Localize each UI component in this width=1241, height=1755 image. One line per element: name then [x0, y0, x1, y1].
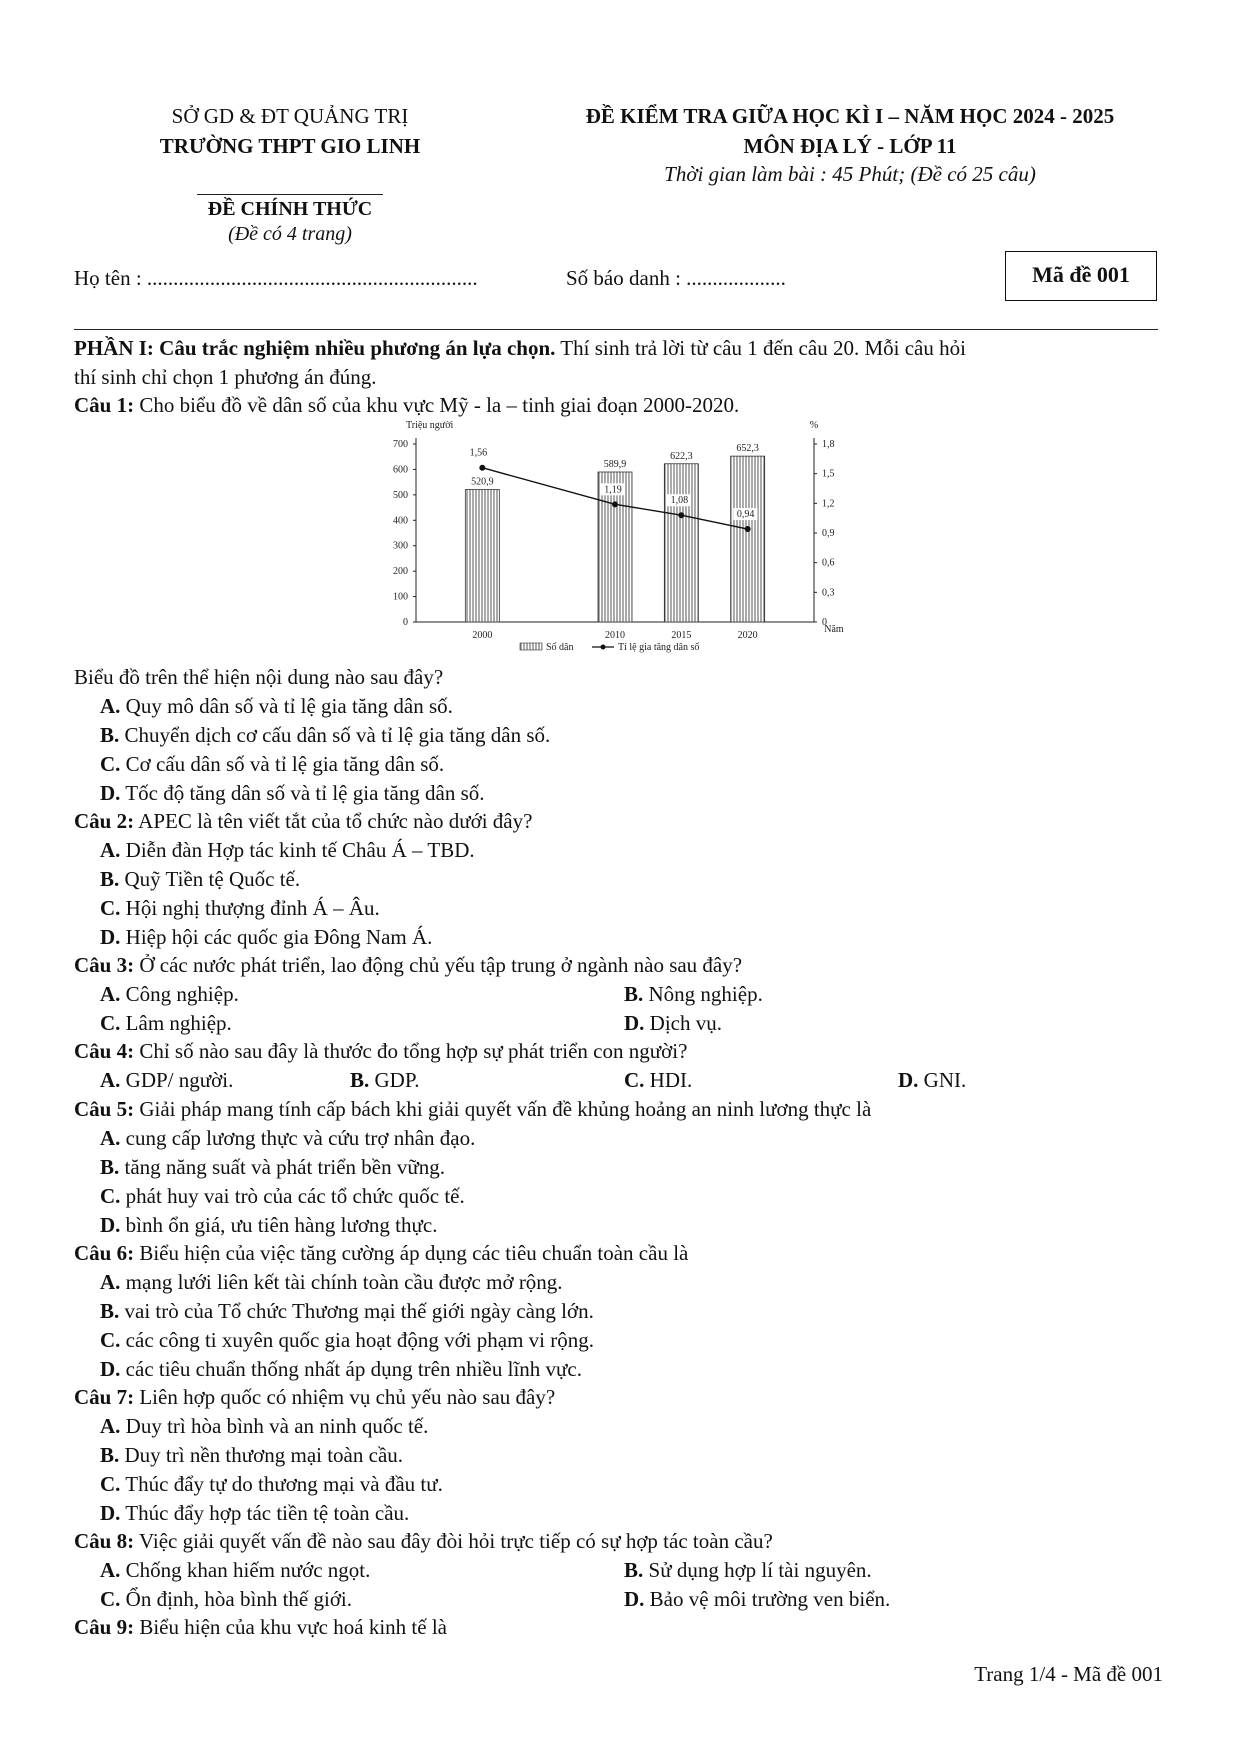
option-text: HDI.	[644, 1068, 693, 1092]
q3-option-c[interactable]	[100, 1009, 232, 1037]
option-text: Nông nghiệp.	[643, 982, 763, 1006]
option-text: mạng lưới liên kết tài chính toàn cầu được mở rộng.	[120, 1270, 563, 1294]
option-text: vai trò của Tổ chức Thương mại thế giới ngày càng lớn.	[119, 1299, 594, 1323]
option-text: Thúc đẩy tự do thương mại và đầu tư.	[120, 1472, 443, 1496]
q5-option-a[interactable]	[100, 1124, 475, 1152]
option-text: GDP.	[369, 1068, 420, 1092]
option-text: Diễn đàn Hợp tác kinh tế Châu Á – TBD.	[120, 838, 475, 862]
legend-swatch-point	[601, 645, 606, 650]
option-text: các tiêu chuẩn thống nhất áp dụng trên nhiều lĩnh vực.	[120, 1357, 583, 1381]
q8-option-a[interactable]	[100, 1556, 370, 1584]
option-letter: A.	[100, 1270, 121, 1294]
option-letter: B.	[624, 1558, 644, 1582]
question-9	[74, 1613, 447, 1641]
q8-option-d[interactable]	[624, 1585, 890, 1613]
option-text: cung cấp lương thực và cứu trợ nhân đạo.	[120, 1126, 476, 1150]
student-id-field: Số báo danh : ...................	[566, 266, 786, 290]
option-letter: C.	[100, 1472, 121, 1496]
option-letter: C.	[100, 896, 121, 920]
option-text: Bảo vệ môi trường ven biển.	[644, 1587, 891, 1611]
q4-option-c[interactable]	[624, 1066, 692, 1094]
question-text: Chỉ số nào sau đây là thước đo tổng hợp sự phát triển con người?	[134, 1039, 688, 1063]
option-letter: B.	[100, 1155, 120, 1179]
question-text: Việc giải quyết vấn đề nào sau đây đòi hỏi trực tiếp có sự hợp tác toàn cầu?	[134, 1529, 773, 1553]
question-8	[74, 1527, 773, 1555]
option-letter: A.	[100, 982, 121, 1006]
q3-option-a[interactable]	[100, 980, 239, 1008]
x-tick-label: 2010	[605, 630, 625, 641]
y-tick-label: 400	[393, 515, 408, 527]
exam-title: ĐỀ KIỂM TRA GIỮA HỌC KÌ I – NĂM HỌC 2024 - 2025	[585, 104, 1115, 128]
option-text: Duy trì nền thương mại toàn cầu.	[119, 1443, 404, 1467]
question-text: Liên hợp quốc có nhiệm vụ chủ yếu nào sau đây?	[134, 1385, 556, 1409]
growth-rate-point	[745, 526, 751, 532]
option-letter: C.	[100, 752, 121, 776]
y-right-axis-title: %	[809, 420, 819, 431]
option-letter: A.	[100, 838, 121, 862]
question-label: Câu 9:	[74, 1615, 135, 1639]
q7-option-b[interactable]	[100, 1441, 403, 1469]
y-right-tick-label: 1,5	[822, 468, 835, 480]
student-name-field: Họ tên : ...............................................................	[74, 266, 478, 290]
option-letter: B.	[100, 1443, 120, 1467]
q8-option-b[interactable]	[624, 1556, 872, 1584]
x-tick-label: 2020	[737, 630, 758, 641]
question-text: APEC là tên viết tắt của tổ chức nào dưới đây?	[134, 809, 533, 833]
y-tick-label: 300	[393, 540, 408, 552]
q2-option-b[interactable]	[100, 865, 300, 893]
question-label: Câu 4:	[74, 1039, 135, 1063]
y-tick-label: 500	[393, 489, 408, 501]
question-label: Câu 6:	[74, 1241, 135, 1265]
option-letter: B.	[100, 723, 120, 747]
question-3	[74, 951, 742, 979]
option-letter: A.	[100, 1126, 121, 1150]
legend-swatch-bar	[520, 643, 542, 650]
q3-option-b[interactable]	[624, 980, 763, 1008]
section-title: PHẦN I: Câu trắc nghiệm nhiều phương án lựa chọn.	[74, 336, 556, 360]
option-text: Chuyển dịch cơ cấu dân số và tỉ lệ gia tăng dân số.	[119, 723, 551, 747]
option-letter: B.	[100, 1299, 120, 1323]
q8-option-c[interactable]	[100, 1585, 352, 1613]
bar	[465, 490, 499, 622]
q2-option-c[interactable]	[100, 894, 380, 922]
header-divider-long	[74, 329, 1158, 330]
option-text: GDP/ người.	[120, 1068, 234, 1092]
bar	[664, 464, 698, 622]
section-instruction-1: Thí sinh trả lời từ câu 1 đến câu 20. Mỗi câu hỏi	[555, 336, 966, 360]
option-letter: B.	[624, 982, 644, 1006]
line-value-label: 1,19	[604, 484, 622, 496]
y-right-tick-label: 1,8	[822, 439, 835, 450]
option-text: Quỹ Tiền tệ Quốc tế.	[119, 867, 301, 891]
option-text: phát huy vai trò của các tổ chức quốc tế.	[120, 1184, 465, 1208]
y-tick-label: 200	[393, 566, 408, 578]
population-chart	[370, 418, 870, 662]
option-letter: C.	[100, 1328, 121, 1352]
y-tick-label: 600	[393, 464, 408, 476]
option-text: các công ti xuyên quốc gia hoạt động với phạm vi rộng.	[120, 1328, 594, 1352]
q4-option-d[interactable]	[898, 1066, 966, 1094]
question-text: Giải pháp mang tính cấp bách khi giải quyết vấn đề khủng hoảng an ninh lương thực là	[134, 1097, 872, 1121]
option-text: Dịch vụ.	[644, 1011, 722, 1035]
option-text: Tốc độ tăng dân số và tỉ lệ gia tăng dân số.	[120, 781, 485, 805]
q7-option-a[interactable]	[100, 1412, 428, 1440]
question-5	[74, 1095, 871, 1123]
question-7	[74, 1383, 555, 1411]
option-text: Sử dụng hợp lí tài nguyên.	[643, 1558, 872, 1582]
q6-option-d[interactable]	[100, 1355, 582, 1383]
option-text: Ổn định, hòa bình thế giới.	[120, 1587, 353, 1611]
bar-value-label: 652,3	[736, 443, 759, 455]
option-text: tăng năng suất và phát triển bền vững.	[119, 1155, 445, 1179]
option-letter: C.	[100, 1587, 121, 1611]
question-text: Cho biểu đồ về dân số của khu vực Mỹ - la – tinh giai đoạn 2000-2020.	[134, 393, 740, 417]
y-right-tick-label: 0	[822, 617, 827, 628]
option-letter: C.	[100, 1184, 121, 1208]
question-label: Câu 8:	[74, 1529, 135, 1553]
legend-label-line: Tỉ lệ gia tăng dân số	[618, 642, 700, 653]
question-text: Biểu hiện của việc tăng cường áp dụng các tiêu chuẩn toàn cầu là	[134, 1241, 689, 1265]
growth-rate-point	[612, 501, 618, 507]
q6-option-a[interactable]	[100, 1268, 563, 1296]
option-letter: A.	[100, 1558, 121, 1582]
q7-option-d[interactable]	[100, 1499, 409, 1527]
question-1-prompt: Biểu đồ trên thể hiện nội dung nào sau đây?	[74, 665, 444, 689]
option-text: GNI.	[918, 1068, 967, 1092]
question-label: Câu 5:	[74, 1097, 135, 1121]
q2-option-a[interactable]	[100, 836, 475, 864]
y-right-tick-label: 0,9	[822, 528, 835, 539]
q3-option-d[interactable]	[624, 1009, 722, 1037]
option-text: Chống khan hiếm nước ngọt.	[120, 1558, 371, 1582]
option-text: Lâm nghiệp.	[120, 1011, 232, 1035]
q5-option-d[interactable]	[100, 1211, 437, 1239]
option-letter: A.	[100, 1414, 121, 1438]
question-label: Câu 3:	[74, 953, 135, 977]
option-letter: D.	[100, 781, 121, 805]
growth-rate-point	[479, 465, 485, 471]
department-name: SỞ GD & ĐT QUẢNG TRỊ	[171, 104, 409, 128]
y-axis-title: Triệu người	[406, 420, 454, 431]
question-text: Biểu hiện của khu vực hoá kinh tế là	[134, 1615, 447, 1639]
q1-option-b[interactable]	[100, 721, 550, 749]
q2-option-d[interactable]	[100, 923, 432, 951]
option-letter: D.	[100, 1501, 121, 1525]
page-footer: Trang 1/4 - Mã đề 001	[974, 1662, 1163, 1686]
q4-option-b[interactable]	[350, 1066, 419, 1094]
q6-option-b[interactable]	[100, 1297, 594, 1325]
option-letter: D.	[624, 1587, 645, 1611]
option-letter: D.	[100, 1357, 121, 1381]
y-right-tick-label: 0,3	[822, 587, 835, 599]
q5-option-b[interactable]	[100, 1153, 445, 1181]
bar	[731, 456, 765, 622]
x-tick-label: 2015	[671, 630, 692, 641]
option-letter: B.	[350, 1068, 370, 1092]
question-label: Câu 1:	[74, 393, 135, 417]
section-instructions	[74, 334, 966, 362]
option-text: Quy mô dân số và tỉ lệ gia tăng dân số.	[120, 694, 453, 718]
q5-option-c[interactable]	[100, 1182, 465, 1210]
pages-note: (Đề có 4 trang)	[228, 223, 352, 245]
y-tick-label: 0	[403, 617, 408, 628]
question-label: Câu 2:	[74, 809, 135, 833]
school-name: TRƯỜNG THPT GIO LINH	[159, 134, 421, 158]
bar-value-label: 622,3	[670, 450, 693, 462]
option-letter: D.	[100, 1213, 121, 1237]
option-letter: C.	[624, 1068, 645, 1092]
bar-value-label: 520,9	[471, 476, 494, 488]
question-text: Ở các nước phát triển, lao động chủ yếu tập trung ở ngành nào sau đây?	[134, 953, 743, 977]
option-letter: D.	[100, 925, 121, 949]
option-letter: C.	[100, 1011, 121, 1035]
question-6	[74, 1239, 688, 1267]
time-note: Thời gian làm bài : 45 Phút; (Đề có 25 câu)	[664, 162, 1036, 186]
line-value-label: 1,08	[670, 495, 689, 507]
y-tick-label: 100	[393, 591, 408, 603]
option-text: Duy trì hòa bình và an ninh quốc tế.	[120, 1414, 429, 1438]
exam-code-box: Mã đề 001	[1005, 251, 1157, 301]
question-4	[74, 1037, 687, 1065]
section-instruction-2: thí sinh chỉ chọn 1 phương án đúng.	[74, 365, 377, 389]
bar-value-label: 589,9	[603, 458, 627, 470]
option-text: Hiệp hội các quốc gia Đông Nam Á.	[120, 925, 433, 949]
q1-option-a[interactable]	[100, 692, 453, 720]
q7-option-c[interactable]	[100, 1470, 443, 1498]
official-label: ĐỀ CHÍNH THỨC	[207, 198, 373, 220]
legend-label-bar: Số dân	[546, 642, 574, 653]
header-divider-short	[197, 194, 383, 195]
x-tick-label: 2000	[472, 630, 493, 641]
q1-option-d[interactable]	[100, 779, 485, 807]
option-letter: D.	[624, 1011, 645, 1035]
line-value-label: 1,56	[469, 447, 488, 459]
option-text: Cơ cấu dân số và tỉ lệ gia tăng dân số.	[120, 752, 445, 776]
option-text: Thúc đẩy hợp tác tiền tệ toàn cầu.	[120, 1501, 410, 1525]
option-letter: D.	[898, 1068, 919, 1092]
question-1	[74, 391, 739, 419]
q6-option-c[interactable]	[100, 1326, 594, 1354]
question-2	[74, 807, 532, 835]
q1-option-c[interactable]	[100, 750, 444, 778]
option-letter: B.	[100, 867, 120, 891]
q4-option-a[interactable]	[100, 1066, 233, 1094]
y-right-tick-label: 0,6	[822, 557, 835, 569]
x-axis-title: Năm	[824, 624, 844, 635]
question-label: Câu 7:	[74, 1385, 135, 1409]
y-right-tick-label: 1,2	[822, 498, 835, 510]
option-text: Hội nghị thượng đỉnh Á – Âu.	[120, 896, 380, 920]
growth-rate-point	[678, 512, 684, 518]
subject-title: MÔN ĐỊA LÝ - LỚP 11	[743, 134, 957, 158]
y-tick-label: 700	[393, 439, 408, 450]
option-letter: A.	[100, 1068, 121, 1092]
option-text: bình ổn giá, ưu tiên hàng lương thực.	[120, 1213, 438, 1237]
option-letter: A.	[100, 694, 121, 718]
line-value-label: 0,94	[736, 509, 755, 521]
option-text: Công nghiệp.	[120, 982, 239, 1006]
